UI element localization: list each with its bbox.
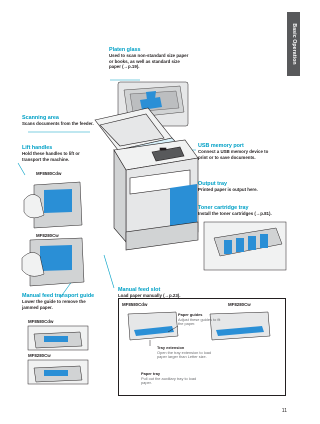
usb-port-label [198,143,278,160]
paper-guides-callout [178,313,226,327]
usb-port-title: USB memory port [198,143,244,149]
toner-door-desc: Install the toner cartridges (→p.81). [198,211,272,217]
paper-tray-callout [141,372,201,386]
scanning-area-label [22,115,112,127]
model-label-cw-3: MF8280Cw [228,302,251,307]
page-number: 11 [281,408,287,414]
platen-glass-desc: Used to scan non-standard size paper or books, as well as standard size paper (→p.19). [109,53,189,69]
model-label-cw-1: MF8280Cw [36,233,59,238]
model-label-cdw-3: MF8580Cdw [122,302,148,307]
paper-tray-desc: Pull out the auxiliary tray to load paper. [141,375,197,386]
output-tray-desc: Printed paper is output here. [198,187,258,193]
output-tray-label [198,181,278,193]
tray-extension-desc: Open the tray extension to load paper larger than Letter size. [157,349,212,360]
toner-inset [204,222,286,270]
scanning-area-title: Scanning area [22,115,59,121]
lift-handles-inset-cw [22,238,84,286]
lift-handles-inset-cdw [20,178,92,230]
toner-door-label [198,205,288,217]
model-label-cdw-2: MF8580Cdw [28,319,54,324]
manual-feed-slot-title: Manual feed slot [118,287,161,293]
manual-feed-guide-label [22,293,102,310]
platen-glass-label [109,47,189,69]
manual-feed-slot-label [118,287,198,299]
paper-tray-title: Paper tray [141,371,161,376]
main-machine [95,108,198,250]
manual-feed-slot-desc: Load paper manually (→p.23). [118,293,181,299]
lift-handles-desc: Hold these handles to lift or transport the machine. [22,151,80,162]
manual-feed-guide-title: Manual feed transport guide [22,293,95,299]
lift-handles-label [22,145,90,162]
toner-door-title: Toner cartridge tray [198,205,249,211]
model-label-cdw-1: MF8580Cdw [36,171,62,176]
output-tray-title: Output tray [198,181,228,187]
paper-guides-desc: Adjust these guides to fit the paper. [178,316,221,327]
lift-handles-title: Lift handles [22,145,53,151]
scanning-area-desc: Scans documents from the feeder. [22,121,94,127]
model-label-cw-2: MF8280Cw [28,353,51,358]
tray-extension-title: Tray extension [157,345,185,350]
paper-guides-title: Paper guides [178,312,203,317]
usb-port-desc: Connect a USB memory device to print or to save documents. [198,149,269,160]
section-tab-label: Basic Operation [290,23,297,65]
manual-feed-guide-desc: Lower the guide to remove the jammed paper. [22,299,86,310]
platen-glass-title: Platen glass [109,47,141,53]
tray-extension-callout [157,346,221,360]
